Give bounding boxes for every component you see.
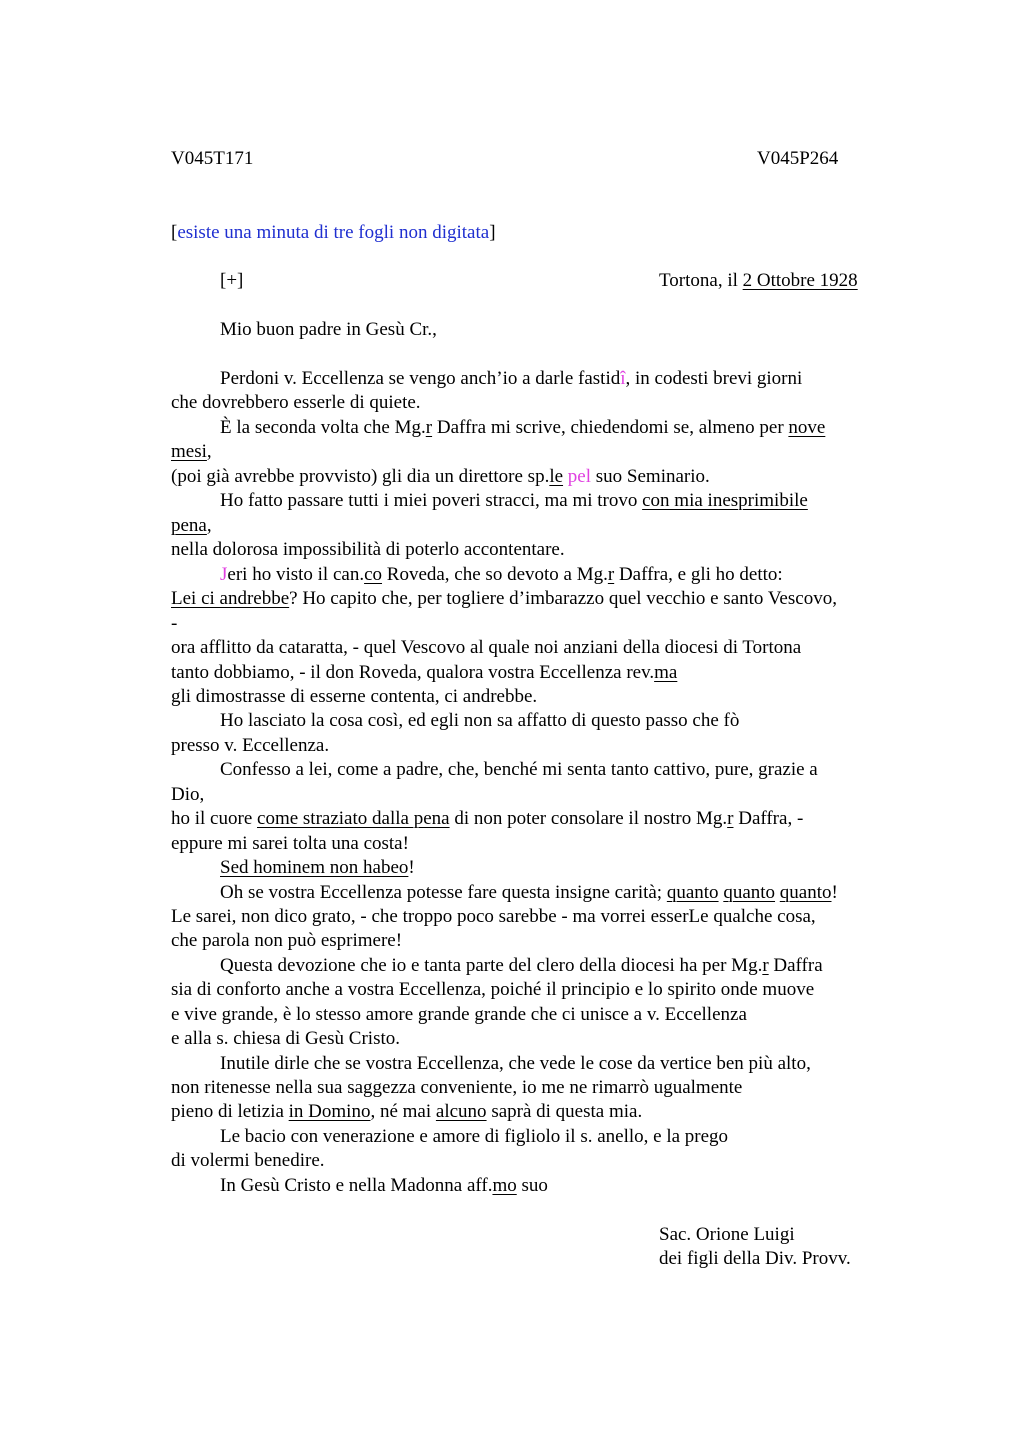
underlined-text: mesi [171, 441, 207, 462]
body-line: Inutile dirle che se vostra Eccellenza, che vede le cose da vertice ben più alto, [220, 1053, 811, 1074]
text-run: Daffra mi scrive, chiedendomi se, almeno per [432, 417, 789, 438]
underlined-text: con mia inesprimibile [642, 490, 808, 511]
text-run: Roveda, che so devoto a Mg. [382, 564, 608, 585]
text-run: saprà di questa mia. [486, 1101, 643, 1122]
underlined-text: r [425, 417, 433, 438]
body-line [220, 490, 808, 512]
body-line [171, 808, 803, 830]
text-run: Questa devozione che io e tanta parte del clero della diocesi ha per Mg. [220, 955, 763, 976]
body-line: Dio, [171, 784, 205, 805]
body-line: che parola non può esprimere! [171, 930, 403, 951]
text-run: ? Ho capito che, per togliere d’imbarazzo quel vecchio e santo Vescovo, [289, 588, 837, 609]
text-run: , [206, 441, 212, 462]
underlined-text: Sed hominem non habeo [220, 857, 409, 878]
body-line: nella dolorosa impossibilità di poterlo accontentare. [171, 539, 565, 560]
body-line: Confesso a lei, come a padre, che, benché mi senta tanto cattivo, pure, grazie a [220, 759, 818, 780]
date-value: 2 Ottobre 1928 [742, 270, 858, 291]
underlined-text: le [549, 466, 564, 487]
body-line: e alla s. chiesa di Gesù Cristo. [171, 1028, 401, 1049]
underlined-text: co [364, 564, 383, 585]
body-line [220, 882, 838, 904]
body-line [220, 955, 823, 977]
underlined-text: nove [788, 417, 826, 438]
text-run: , in codesti brevi giorni [625, 368, 803, 389]
body-line [171, 466, 710, 488]
emendation-mark: J [220, 564, 228, 585]
body-line [171, 588, 837, 610]
text-run: Daffra [768, 955, 823, 976]
emendation-mark: pel [567, 466, 592, 487]
body-line [220, 417, 825, 439]
note-close-bracket: ] [489, 222, 496, 243]
signature-title: dei figli della Div. Provv. [659, 1248, 851, 1269]
underlined-text: alcuno [435, 1101, 487, 1122]
document-code-left: V045T171 [171, 148, 254, 169]
text-run: ! [831, 882, 838, 903]
underlined-text: Lei ci andrebbe [171, 588, 290, 609]
body-line: ora afflitto da cataratta, - quel Vescovo al quale noi anziani della diocesi di Tortona [171, 637, 802, 658]
body-line: presso v. Eccellenza. [171, 735, 330, 756]
text-run: , [206, 515, 212, 536]
underlined-text: in Domino [288, 1101, 371, 1122]
note-open-bracket: [ [171, 222, 178, 243]
cross-mark: [+] [220, 270, 244, 291]
text-run: ! [408, 857, 415, 878]
text-run: pieno di letizia [171, 1101, 289, 1122]
text-run: eri ho visto il can. [227, 564, 365, 585]
body-line [171, 1101, 642, 1123]
underlined-text: come straziato dalla pena [257, 808, 450, 829]
text-run: suo Seminario. [591, 466, 710, 487]
body-line: e vive grande, è lo stesso amore grande grande che ci unisce a v. Eccellenza [171, 1004, 747, 1025]
text-run: ho il cuore [171, 808, 258, 829]
text-run: Ho fatto passare tutti i miei poveri stracci, ma mi trovo [220, 490, 643, 511]
underlined-text: quanto [779, 882, 832, 903]
underlined-text: quanto [666, 882, 719, 903]
closing-line [220, 1175, 548, 1197]
letter-date [659, 270, 858, 292]
text-run: Daffra, - [733, 808, 804, 829]
text-run: Oh se vostra Eccellenza potesse fare questa insigne carità; [220, 882, 667, 903]
text-run: suo [516, 1175, 548, 1196]
body-line: di volermi benedire. [171, 1150, 325, 1171]
text-run: È la seconda volta che Mg. [220, 417, 426, 438]
text-run: , né mai [370, 1101, 436, 1122]
underlined-text: ma [654, 662, 678, 683]
text-run: Perdoni v. Eccellenza se vengo anch’io a darle fastid [220, 368, 621, 389]
underlined-text: r [727, 808, 734, 829]
salutation: Mio buon padre in Gesù Cr., [220, 319, 437, 340]
body-line [220, 857, 415, 879]
text-run: Daffra, e gli ho detto: [614, 564, 783, 585]
underlined-text: pena [171, 515, 207, 536]
body-line: sia di conforto anche a vostra Eccellenza, poiché il principio e lo spirito onde muove [171, 979, 815, 1000]
signature-name: Sac. Orione Luigi [659, 1224, 795, 1245]
body-line [171, 515, 212, 537]
editorial-note [171, 222, 496, 244]
body-line [220, 564, 783, 586]
body-line: gli dimostrasse di esserne contenta, ci andrebbe. [171, 686, 538, 707]
text-run: In Gesù Cristo e nella Madonna aff. [220, 1175, 493, 1196]
emendation-mark: î [620, 368, 626, 389]
underlined-text: r [762, 955, 769, 976]
body-line [171, 662, 677, 684]
underlined-text: quanto [723, 882, 776, 903]
note-text: esiste una minuta di tre fogli non digitata [177, 222, 490, 243]
body-line: - [171, 613, 178, 634]
body-line: Le bacio con venerazione e amore di figliolo il s. anello, e la prego [220, 1126, 729, 1147]
body-line [171, 441, 212, 463]
underlined-text: mo [492, 1175, 517, 1196]
body-line [220, 368, 802, 390]
body-line: Ho lasciato la cosa così, ed egli non sa affatto di questo passo che fò [220, 710, 740, 731]
text-run: tanto dobbiamo, - il don Roveda, qualora vostra Eccellenza rev. [171, 662, 655, 683]
text-run: di non poter consolare il nostro Mg. [449, 808, 728, 829]
document-code-right: V045P264 [757, 148, 839, 169]
body-line: che dovrebbero esserle di quiete. [171, 392, 421, 413]
underlined-text: r [607, 564, 615, 585]
body-line: eppure mi sarei tolta una costa! [171, 833, 409, 854]
date-prefix: Tortona, il [659, 270, 743, 291]
text-run: (poi già avrebbe provvisto) gli dia un direttore sp. [171, 466, 550, 487]
body-line: Le sarei, non dico grato, - che troppo poco sarebbe - ma vorrei esserLe qualche cosa, [171, 906, 816, 927]
body-line: non ritenesse nella sua saggezza conveniente, io me ne rimarrò ugualmente [171, 1077, 743, 1098]
